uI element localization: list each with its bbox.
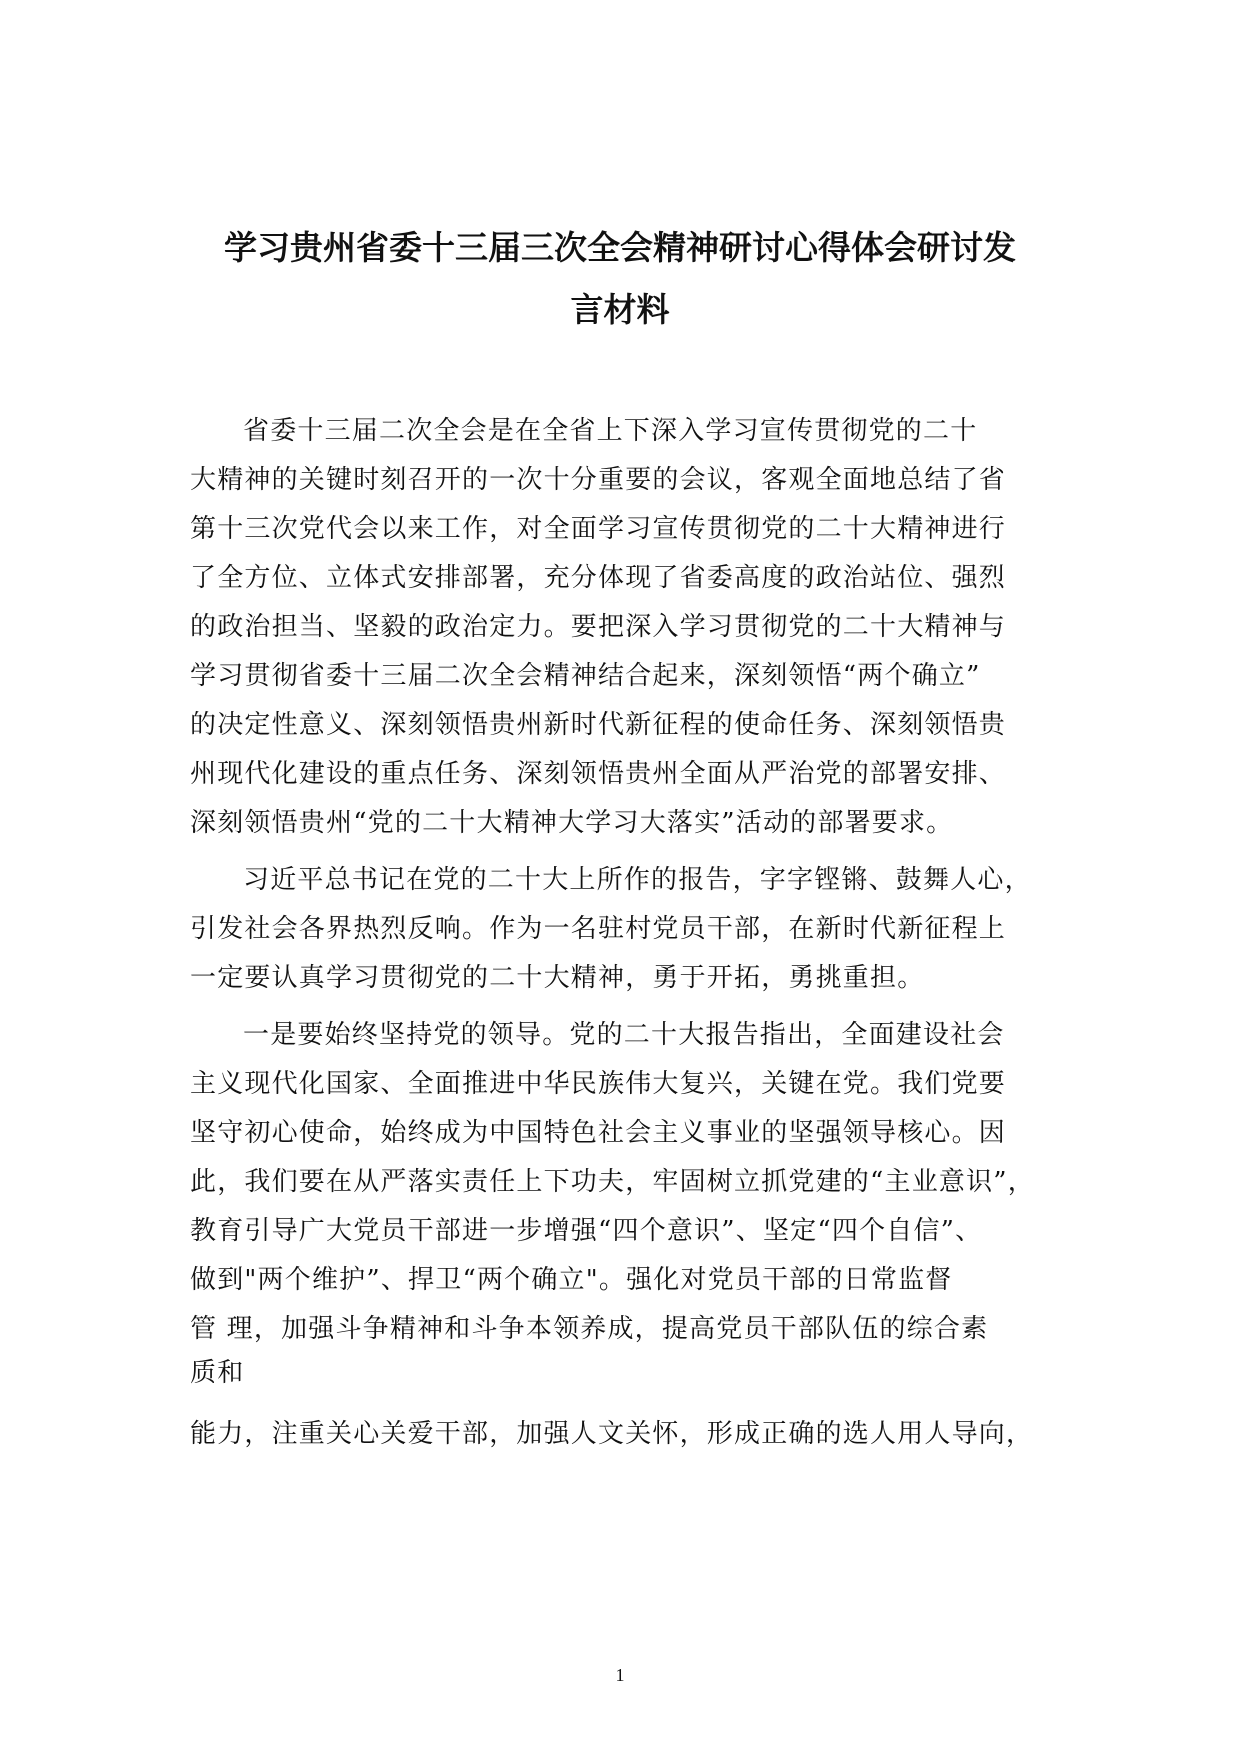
- paragraph-2-line-3: 一定要认真学习贯彻党的二十大精神，勇于开拓，勇挑重担。: [190, 963, 925, 993]
- page-number: 1: [615, 1665, 625, 1685]
- document-title-line-2: 言材料: [570, 290, 670, 329]
- paragraph-3-line-9: 能力，注重关心关爱干部，加强人文关怀，形成正确的选人用人导向，: [190, 1419, 1034, 1449]
- paragraph-3-line-1: 一是要始终坚持党的领导。党的二十大报告指出，全面建设社会: [243, 1020, 1005, 1050]
- paragraph-3-line-2: 主义现代化国家、全面推进中华民族伟大复兴，关键在党。我们党要: [190, 1069, 1007, 1099]
- paragraph-1-line-3: 第十三次党代会以来工作，对全面学习宣传贯彻党的二十大精神进行: [190, 514, 1007, 544]
- paragraph-1-line-6: 学习贯彻省委十三届二次全会精神结合起来，深刻领悟“两个确立”: [190, 661, 981, 691]
- paragraph-3-line-3: 坚守初心使命，始终成为中国特色社会主义事业的坚强领导核心。因: [190, 1118, 1007, 1148]
- paragraph-2-line-2: 引发社会各界热烈反响。作为一名驻村党员干部，在新时代新征程上: [190, 914, 1007, 944]
- document-title-line-1: 学习贵州省委十三届三次全会精神研讨心得体会研讨发: [224, 228, 1016, 267]
- paragraph-1-line-5: 的政治担当、坚毅的政治定力。要把深入学习贯彻党的二十大精神与: [190, 612, 1007, 642]
- paragraph-3-line-8: 质和: [190, 1358, 245, 1388]
- paragraph-1-line-8: 州现代化建设的重点任务、深刻领悟贵州全面从严治党的部署安排、: [190, 759, 1007, 789]
- paragraph-3-line-4: 此，我们要在从严落实责任上下功夫，牢固树立抓党建的“主业意识”，: [190, 1167, 1035, 1197]
- paragraph-3-line-5: 教育引导广大党员干部进一步增强“四个意识”、坚定“四个自信”、: [190, 1216, 983, 1246]
- paragraph-1-line-2: 大精神的关键时刻召开的一次十分重要的会议，客观全面地总结了省: [190, 465, 1007, 495]
- paragraph-1-line-1: 省委十三届二次全会是在全省上下深入学习宣传贯彻党的二十: [243, 416, 978, 446]
- paragraph-3-line-7: 管 理，加强斗争精神和斗争本领养成，提高党员干部队伍的综合素: [190, 1314, 989, 1344]
- paragraph-1-line-9: 深刻领悟贵州“党的二十大精神大学习大落实”活动的部署要求。: [190, 808, 954, 838]
- paragraph-1-line-7: 的决定性意义、深刻领悟贵州新时代新征程的使命任务、深刻领悟贵: [190, 710, 1007, 740]
- paragraph-1-line-4: 了全方位、立体式安排部署，充分体现了省委高度的政治站位、强烈: [190, 563, 1007, 593]
- paragraph-3-line-6: 做到"两个维护”、捍卫“两个确立"。强化对党员干部的日常监督: [190, 1265, 953, 1295]
- paragraph-2-line-1: 习近平总书记在党的二十大上所作的报告，字字铿锵、鼓舞人心，: [243, 865, 1032, 895]
